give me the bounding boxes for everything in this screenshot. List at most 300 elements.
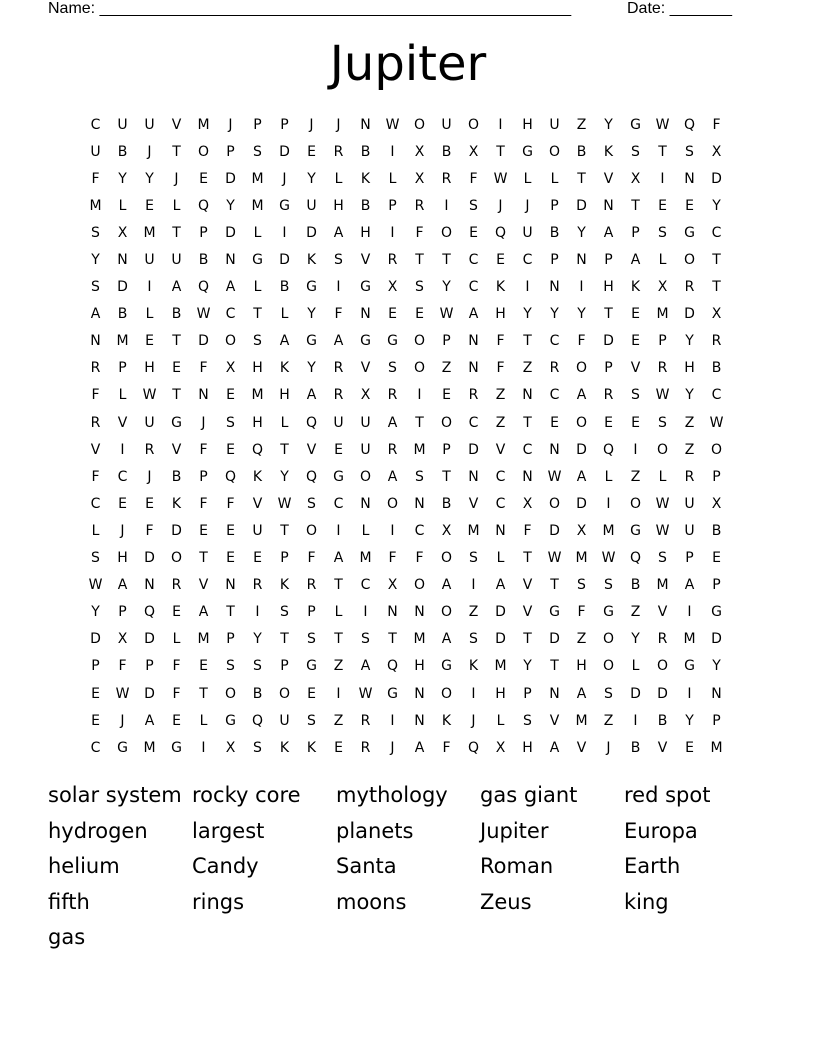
grid-letter: O [440, 685, 453, 702]
grid-letter: Q [494, 224, 507, 241]
grid-letter: N [225, 577, 236, 594]
grid-letter: U [522, 224, 533, 241]
word-bank-item: planets [336, 818, 414, 843]
grid-letter: O [602, 658, 615, 675]
grid-letter: I [498, 116, 503, 133]
grid-letter: Y [145, 170, 154, 187]
grid-letter: L [280, 414, 289, 431]
grid-letter: B [441, 495, 452, 512]
grid-letter: X [414, 143, 425, 160]
grid-letter: W [655, 522, 670, 539]
grid-letter: E [685, 739, 694, 756]
grid-letter: N [495, 522, 506, 539]
grid-letter: W [88, 577, 103, 594]
word-bank-item: Zeus [480, 889, 532, 914]
grid-letter: Z [684, 441, 695, 458]
grid-letter: O [413, 577, 426, 594]
grid-letter: G [711, 604, 722, 621]
grid-letter: G [630, 522, 641, 539]
grid-letter: M [143, 224, 156, 241]
grid-letter: A [333, 550, 344, 567]
grid-letter: G [522, 143, 533, 160]
grid-letter: X [117, 224, 128, 241]
grid-letter: O [548, 143, 561, 160]
grid-letter: S [280, 604, 289, 621]
grid-letter: O [413, 333, 426, 350]
grid-letter: S [631, 387, 640, 404]
grid-letter: V [252, 495, 263, 512]
grid-letter: M [413, 441, 426, 458]
grid-letter: K [360, 170, 371, 187]
grid-letter: A [684, 577, 695, 594]
grid-letter: O [359, 468, 372, 485]
grid-letter: P [280, 550, 289, 567]
grid-letter: L [199, 712, 208, 729]
grid-letter: S [91, 550, 100, 567]
grid-letter: F [415, 224, 424, 241]
grid-letter: O [278, 685, 291, 702]
grid-letter: H [603, 279, 614, 296]
grid-letter: V [468, 495, 479, 512]
grid-letter: M [251, 197, 264, 214]
word-bank-item: Santa [336, 854, 397, 879]
grid-letter: N [549, 279, 560, 296]
grid-letter: S [388, 360, 397, 377]
grid-letter: N [549, 441, 560, 458]
grid-letter: Z [333, 712, 344, 729]
grid-letter: U [306, 197, 317, 214]
grid-letter: F [523, 522, 532, 539]
grid-letter: U [144, 414, 155, 431]
grid-letter: G [630, 116, 641, 133]
grid-letter: R [306, 577, 317, 594]
grid-letter: D [144, 550, 155, 567]
grid-letter: W [358, 685, 373, 702]
grid-letter: S [226, 414, 235, 431]
grid-letter: T [172, 333, 181, 350]
grid-letter: T [172, 224, 181, 241]
grid-letter: G [684, 658, 695, 675]
grid-letter: O [710, 441, 723, 458]
grid-letter: T [415, 414, 424, 431]
grid-letter: P [712, 577, 721, 594]
letter-grid [82, 111, 730, 761]
grid-letter: A [630, 252, 641, 269]
grid-letter: F [334, 306, 343, 323]
grid-letter: I [255, 604, 260, 621]
word-bank-item: rings [192, 889, 245, 914]
grid-letter: F [415, 550, 424, 567]
grid-letter: E [118, 495, 127, 512]
grid-letter: C [414, 522, 425, 539]
grid-letter: F [199, 441, 208, 458]
grid-letter: T [199, 550, 208, 567]
grid-letter: M [602, 522, 615, 539]
grid-letter: A [225, 279, 236, 296]
grid-letter: A [279, 333, 290, 350]
grid-letter: N [468, 468, 479, 485]
grid-letter: V [657, 739, 668, 756]
grid-letter: Y [550, 306, 559, 323]
grid-letter: W [142, 387, 157, 404]
grid-letter: S [253, 333, 262, 350]
grid-letter: M [656, 306, 669, 323]
page-title: Jupiter [329, 36, 487, 92]
grid-letter: J [120, 522, 125, 539]
grid-letter: E [658, 197, 667, 214]
grid-letter: T [550, 577, 559, 594]
grid-letter: S [658, 414, 667, 431]
grid-letter: B [441, 143, 452, 160]
grid-letter: V [522, 577, 533, 594]
grid-letter: Y [577, 224, 586, 241]
grid-letter: I [633, 441, 638, 458]
grid-letter: R [387, 441, 398, 458]
grid-letter: D [549, 522, 560, 539]
grid-letter: V [495, 441, 506, 458]
grid-letter: M [197, 631, 210, 648]
grid-letter: X [468, 143, 479, 160]
grid-letter: C [495, 468, 506, 485]
grid-letter: P [145, 658, 154, 675]
grid-letter: I [687, 604, 692, 621]
grid-letter: W [601, 550, 616, 567]
grid-letter: I [336, 279, 341, 296]
grid-letter: Y [307, 360, 316, 377]
grid-letter: E [631, 414, 640, 431]
grid-letter: C [468, 414, 479, 431]
grid-letter: C [495, 495, 506, 512]
grid-letter: A [144, 712, 155, 729]
grid-letter: E [253, 550, 262, 567]
grid-letter: H [414, 658, 425, 675]
grid-letter: F [172, 685, 181, 702]
grid-letter: U [360, 441, 371, 458]
grid-letter: P [658, 333, 667, 350]
grid-letter: E [442, 387, 451, 404]
grid-letter: B [117, 143, 128, 160]
grid-letter: A [441, 577, 452, 594]
grid-letter: P [226, 631, 235, 648]
grid-letter: D [711, 631, 722, 648]
grid-letter: T [415, 252, 424, 269]
grid-letter: D [603, 333, 614, 350]
grid-letter: Y [253, 631, 262, 648]
grid-letter: M [143, 739, 156, 756]
grid-letter: Z [333, 658, 344, 675]
grid-letter: D [576, 441, 587, 458]
grid-letter: D [549, 631, 560, 648]
grid-letter: X [117, 631, 128, 648]
grid-letter: I [417, 387, 422, 404]
grid-letter: F [442, 739, 451, 756]
grid-letter: F [388, 550, 397, 567]
word-bank-item: fifth [48, 889, 90, 914]
grid-letter: G [360, 333, 371, 350]
grid-letter: I [390, 522, 395, 539]
grid-letter: L [658, 252, 667, 269]
grid-letter: B [711, 522, 722, 539]
grid-letter: Q [251, 441, 264, 458]
grid-letter: N [198, 387, 209, 404]
grid-letter: E [712, 550, 721, 567]
grid-letter: V [90, 441, 101, 458]
grid-letter: P [442, 441, 451, 458]
grid-letter: V [306, 441, 317, 458]
grid-letter: Z [522, 360, 533, 377]
grid-letter: E [631, 333, 640, 350]
grid-letter: Y [523, 658, 532, 675]
grid-letter: R [90, 414, 101, 431]
grid-letter: J [606, 739, 611, 756]
grid-letter: R [711, 333, 722, 350]
date-field-label: Date: _______ [627, 0, 732, 17]
grid-letter: W [547, 550, 562, 567]
grid-letter: E [550, 414, 559, 431]
grid-letter: B [252, 685, 263, 702]
grid-letter: Z [441, 360, 452, 377]
grid-letter: N [603, 197, 614, 214]
grid-letter: D [576, 495, 587, 512]
grid-letter: D [144, 685, 155, 702]
grid-letter: R [333, 360, 344, 377]
grid-letter: O [629, 495, 642, 512]
grid-letter: Q [386, 658, 399, 675]
grid-letter: O [440, 414, 453, 431]
grid-letter: J [147, 143, 152, 160]
grid-letter: W [277, 495, 292, 512]
grid-letter: R [549, 360, 560, 377]
grid-letter: W [439, 306, 454, 323]
grid-letter: P [604, 360, 613, 377]
grid-letter: F [91, 170, 100, 187]
name-field-label: Name: _____________________________________________________ [48, 0, 572, 17]
grid-letter: A [414, 739, 425, 756]
grid-letter: P [253, 116, 262, 133]
grid-letter: T [523, 333, 532, 350]
grid-letter: W [493, 170, 508, 187]
grid-letter: D [711, 170, 722, 187]
grid-letter: I [120, 441, 125, 458]
grid-letter: D [495, 604, 506, 621]
grid-letter: V [360, 252, 371, 269]
grid-letter: M [89, 197, 102, 214]
grid-letter: N [468, 360, 479, 377]
grid-letter: S [415, 468, 424, 485]
grid-letter: H [522, 739, 533, 756]
grid-letter: J [174, 170, 179, 187]
grid-letter: P [118, 604, 127, 621]
grid-letter: X [522, 495, 533, 512]
word-bank-item: largest [192, 818, 265, 843]
grid-letter: Y [631, 631, 640, 648]
grid-letter: L [172, 197, 181, 214]
grid-letter: L [253, 279, 262, 296]
grid-letter: V [549, 712, 560, 729]
grid-letter: G [225, 712, 236, 729]
grid-letter: J [147, 468, 152, 485]
grid-letter: R [441, 170, 452, 187]
grid-letter: Y [604, 116, 613, 133]
grid-letter: C [333, 495, 344, 512]
grid-letter: M [251, 170, 264, 187]
grid-letter: B [360, 143, 371, 160]
grid-letter: U [441, 116, 452, 133]
grid-letter: S [658, 550, 667, 567]
grid-letter: E [199, 170, 208, 187]
grid-letter: F [496, 333, 505, 350]
grid-letter: N [711, 685, 722, 702]
grid-letter: N [522, 468, 533, 485]
grid-letter: U [549, 116, 560, 133]
grid-letter: P [604, 252, 613, 269]
grid-letter: T [523, 631, 532, 648]
grid-letter: M [197, 116, 210, 133]
grid-letter: G [387, 685, 398, 702]
grid-letter: K [171, 495, 182, 512]
grid-letter: S [469, 550, 478, 567]
grid-letter: J [390, 739, 395, 756]
grid-letter: E [226, 550, 235, 567]
grid-letter: Q [683, 116, 696, 133]
grid-letter: X [387, 577, 398, 594]
grid-letter: D [306, 224, 317, 241]
grid-letter: Z [603, 712, 614, 729]
grid-letter: B [171, 468, 182, 485]
grid-letter: F [577, 604, 586, 621]
grid-letter: P [712, 712, 721, 729]
grid-letter: N [549, 685, 560, 702]
grid-letter: A [576, 468, 587, 485]
grid-letter: O [224, 685, 237, 702]
grid-letter: E [334, 441, 343, 458]
word-bank-item: gas [48, 925, 86, 950]
grid-letter: R [684, 468, 695, 485]
grid-letter: I [606, 495, 611, 512]
grid-letter: I [390, 224, 395, 241]
grid-letter: O [440, 550, 453, 567]
grid-letter: U [117, 116, 128, 133]
grid-letter: H [495, 685, 506, 702]
grid-letter: O [197, 143, 210, 160]
grid-letter: Z [576, 116, 587, 133]
grid-letter: A [117, 577, 128, 594]
grid-letter: L [523, 170, 532, 187]
grid-letter: D [279, 252, 290, 269]
grid-letter: C [90, 116, 101, 133]
grid-letter: J [525, 197, 530, 214]
word-bank-item: rocky core [192, 783, 301, 807]
grid-letter: B [117, 306, 128, 323]
grid-letter: F [577, 333, 586, 350]
grid-letter: L [496, 550, 505, 567]
word-bank-item: moons [336, 889, 407, 914]
grid-letter: W [655, 495, 670, 512]
grid-letter: H [252, 414, 263, 431]
grid-letter: N [684, 170, 695, 187]
grid-letter: F [172, 658, 181, 675]
grid-letter: G [171, 739, 182, 756]
grid-letter: J [228, 116, 233, 133]
grid-letter: X [441, 522, 452, 539]
grid-letter: H [360, 224, 371, 241]
grid-letter: H [495, 306, 506, 323]
grid-letter: D [90, 631, 101, 648]
grid-letter: G [441, 658, 452, 675]
grid-letter: A [360, 658, 371, 675]
grid-letter: A [468, 306, 479, 323]
grid-letter: D [225, 224, 236, 241]
grid-letter: G [684, 224, 695, 241]
grid-letter: U [144, 116, 155, 133]
grid-letter: Y [118, 170, 127, 187]
grid-letter: Q [629, 550, 642, 567]
grid-letter: V [171, 116, 182, 133]
grid-letter: S [469, 197, 478, 214]
grid-letter: E [199, 658, 208, 675]
grid-letter: O [575, 360, 588, 377]
grid-letter: L [361, 522, 370, 539]
grid-letter: X [225, 739, 236, 756]
grid-letter: S [253, 143, 262, 160]
grid-letter: H [684, 360, 695, 377]
grid-letter: O [440, 604, 453, 621]
grid-letter: S [334, 252, 343, 269]
grid-letter: E [496, 252, 505, 269]
grid-letter: C [90, 739, 101, 756]
grid-letter: G [306, 333, 317, 350]
grid-letter: Z [630, 468, 641, 485]
grid-letter: Z [495, 414, 506, 431]
grid-letter: Q [251, 712, 264, 729]
grid-letter: Y [442, 279, 451, 296]
grid-letter: L [604, 468, 613, 485]
grid-letter: Y [307, 306, 316, 323]
grid-letter: R [171, 577, 182, 594]
word-bank-item: solar system [48, 783, 182, 807]
grid-letter: R [414, 197, 425, 214]
grid-letter: R [603, 387, 614, 404]
grid-letter: C [522, 252, 533, 269]
grid-letter: T [712, 279, 721, 296]
grid-letter: D [171, 522, 182, 539]
grid-letter: G [387, 333, 398, 350]
grid-letter: X [657, 279, 668, 296]
grid-letter: M [575, 550, 588, 567]
grid-letter: D [684, 306, 695, 323]
grid-letter: P [685, 550, 694, 567]
grid-letter: X [576, 522, 587, 539]
grid-letter: B [549, 224, 560, 241]
grid-letter: N [414, 495, 425, 512]
grid-letter: G [252, 252, 263, 269]
grid-letter: V [198, 577, 209, 594]
grid-letter: P [631, 224, 640, 241]
grid-letter: X [630, 170, 641, 187]
grid-letter: F [712, 116, 721, 133]
grid-letter: R [387, 387, 398, 404]
grid-letter: W [547, 468, 562, 485]
grid-letter: A [549, 739, 560, 756]
grid-letter: Y [685, 387, 694, 404]
name-date-header [48, 0, 748, 20]
grid-letter: L [658, 468, 667, 485]
grid-letter: T [631, 197, 640, 214]
grid-letter: E [631, 306, 640, 323]
word-bank [48, 778, 768, 956]
grid-letter: F [307, 550, 316, 567]
grid-letter: S [307, 495, 316, 512]
